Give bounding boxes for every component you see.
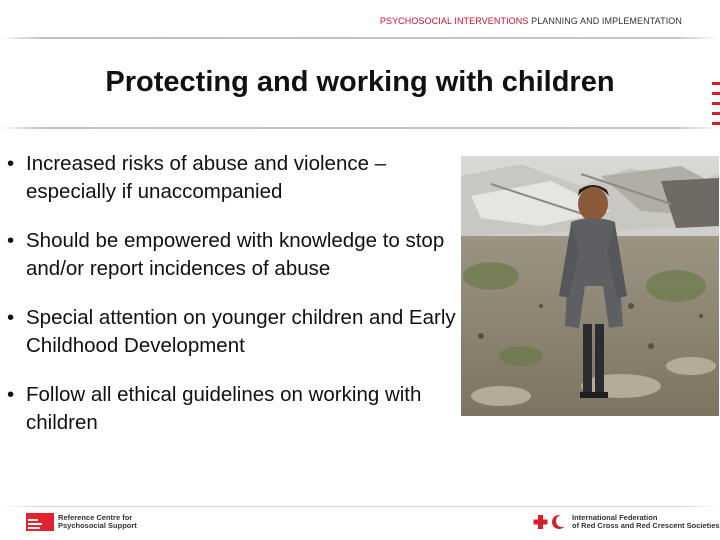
bullet-item [6,150,456,206]
header-text-dark: PLANNING AND IMPLEMENTATION [528,16,682,26]
bullet-icon: • [7,152,15,175]
footer-divider [0,506,720,507]
ifrc-name [572,514,720,530]
accent-mark [712,112,720,115]
bullet-text: Special attention on younger children and Early Childhood Development [26,306,456,357]
photo-illustration [461,156,719,416]
bullet-list [6,150,456,458]
red-cross-crescent-emblem-icon [533,513,569,531]
accent-mark [712,122,720,125]
accent-mark [712,102,720,105]
bullet-text: Follow all ethical guidelines on working with children [26,383,422,434]
child-in-rubble-photo [461,156,719,416]
header-text [380,16,682,26]
title-divider [0,127,720,129]
bullet-item [6,381,456,437]
ifrc-logo [533,513,720,531]
bullet-item [6,304,456,360]
header-text-red: PSYCHOSOCIAL INTERVENTIONS [379,16,529,26]
bullet-icon: • [7,383,15,406]
ifrc-line1: International Federation [572,513,658,522]
reference-centre-mark-icon [26,513,54,531]
reference-centre-line1: Reference Centre for [58,513,133,522]
reference-centre-logo [26,513,137,531]
bullet-item [6,227,456,283]
bullet-text: Increased risks of abuse and violence – especially if unaccompanied [26,152,387,203]
bullet-text: Should be empowered with knowledge to stop and/or report incidences of abuse [26,229,445,280]
header-banner [0,0,720,38]
reference-centre-name [58,514,137,530]
bullet-icon: • [7,306,15,329]
reference-centre-line2: Psychosocial Support [58,521,137,530]
bullet-icon: • [7,229,15,252]
slide-title: Protecting and working with children [105,66,615,98]
ifrc-line2: of Red Cross and Red Crescent Societies [572,521,720,530]
header-divider [0,37,720,39]
